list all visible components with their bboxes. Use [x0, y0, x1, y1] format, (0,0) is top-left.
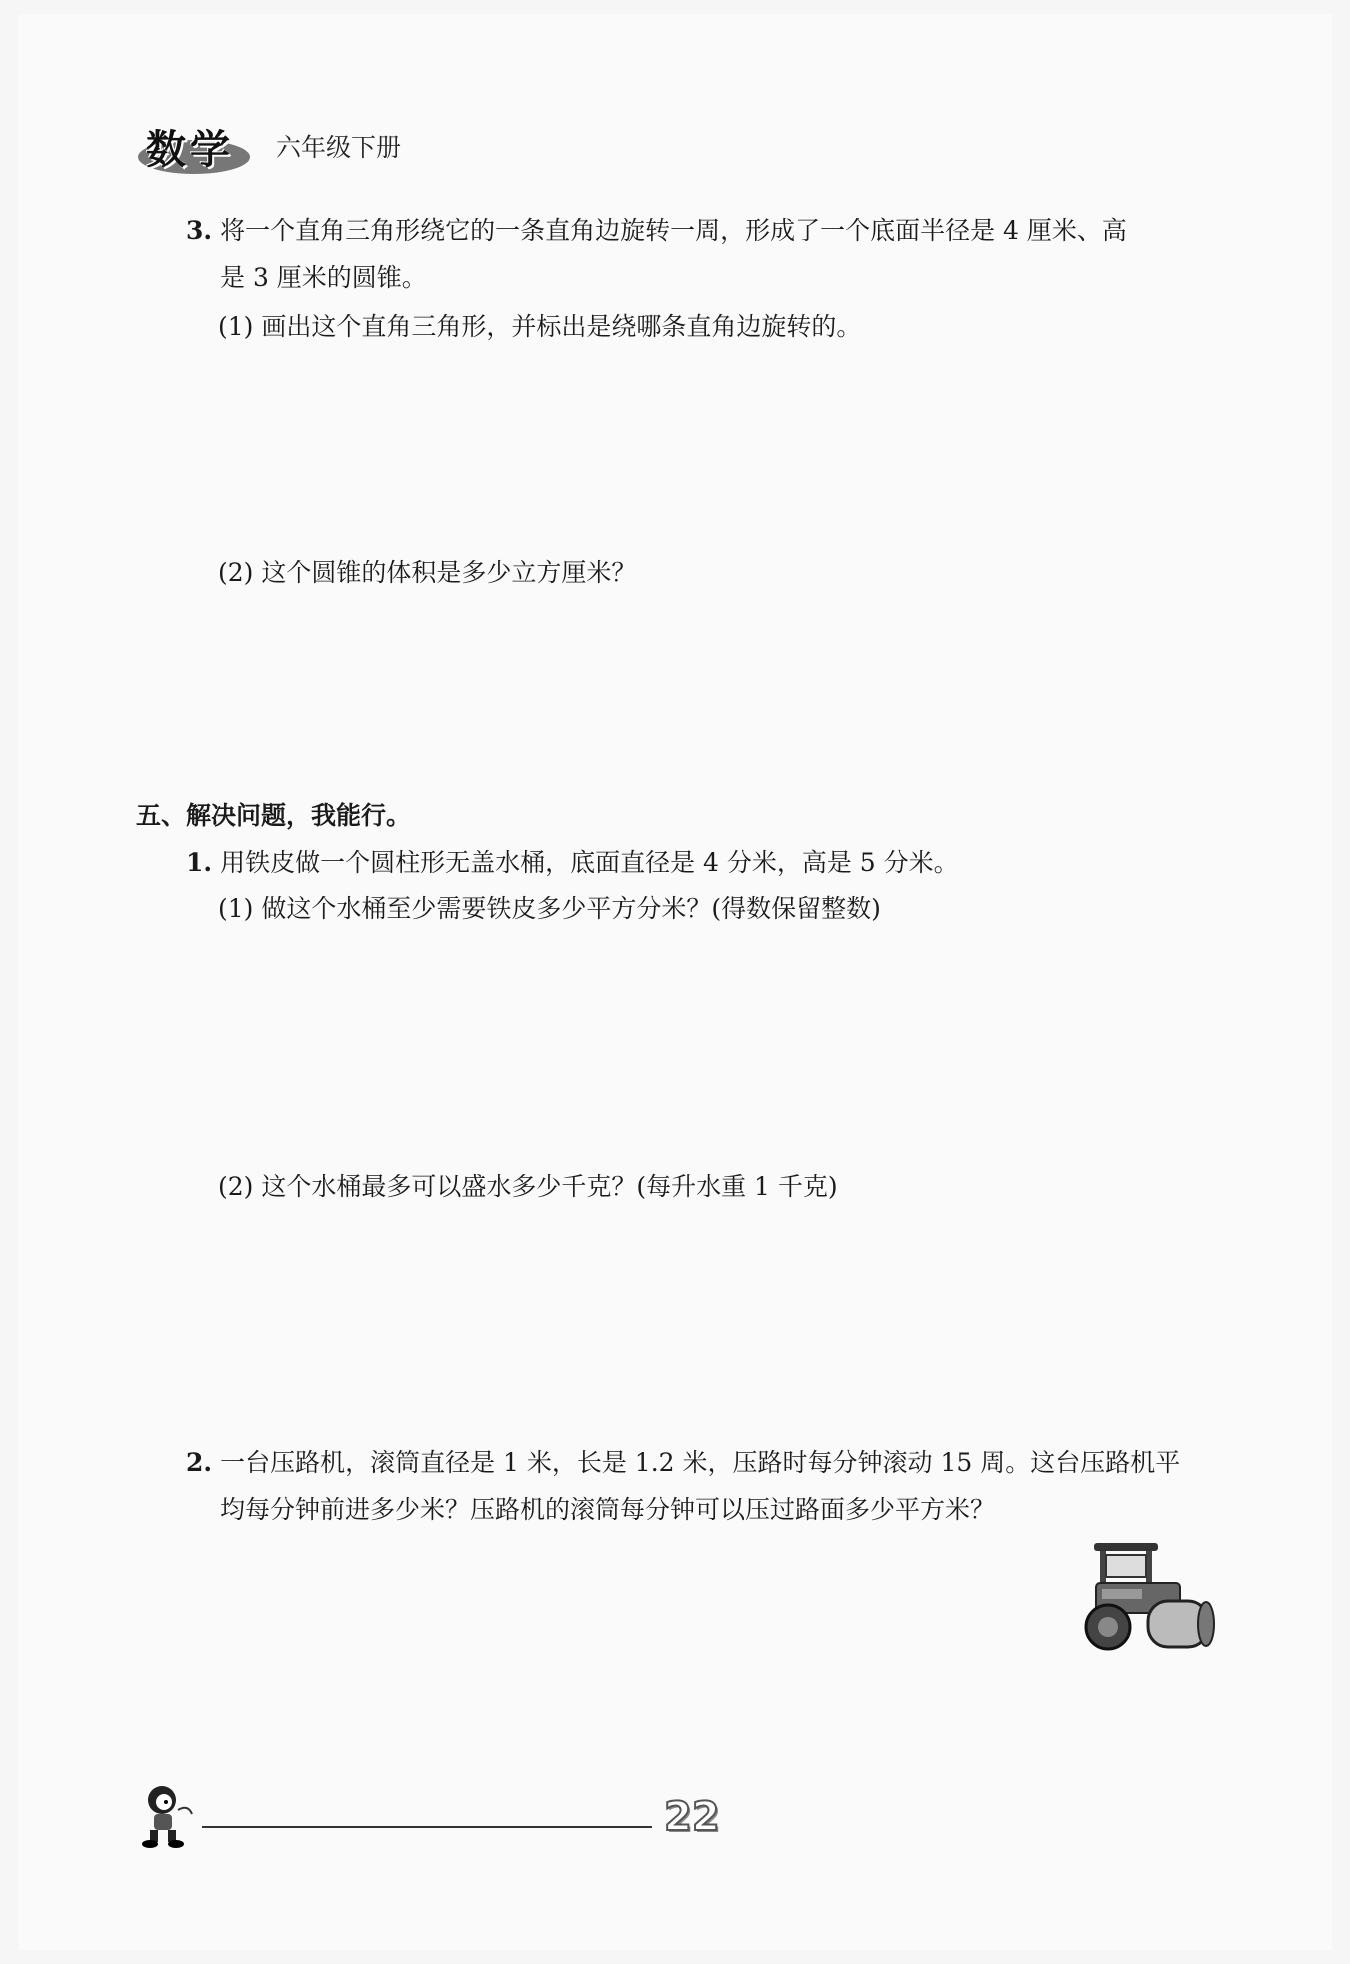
p1-sub1: (1) 做这个水桶至少需要铁皮多少平方分米？(得数保留整数)	[218, 894, 881, 923]
p2-text-line1: 一台压路机，滚筒直径是 1 米，长是 1.2 米，压路时每分钟滚动 15 周。这台压路机平	[220, 1448, 1181, 1477]
section-title: 五、解决问题，我能行。	[136, 801, 412, 830]
p1-number: 1.	[186, 848, 213, 877]
p1-text: 用铁皮做一个圆柱形无盖水桶，底面直径是 4 分米，高是 5 分米。	[220, 848, 959, 877]
p2-text-line2: 均每分钟前进多少米？压路机的滚筒每分钟可以压过路面多少平方米？	[220, 1495, 996, 1524]
footer-rule	[202, 1826, 652, 1828]
p2-number: 2.	[186, 1448, 213, 1477]
q3-text-line2: 是 3 厘米的圆锥。	[220, 263, 427, 292]
subject-badge	[138, 118, 250, 174]
page-number: 22	[664, 1794, 720, 1840]
worksheet-page	[18, 14, 1332, 1950]
p1-sub2: (2) 这个水桶最多可以盛水多少千克？(每升水重 1 千克)	[218, 1172, 838, 1201]
page-footer	[130, 1780, 730, 1850]
p1-line	[186, 846, 959, 880]
grade-label: 六年级下册	[276, 133, 402, 162]
mascot-icon	[130, 1780, 200, 1850]
q3-sub2: (2) 这个圆锥的体积是多少立方厘米？	[218, 558, 637, 587]
subject-title: 数学	[146, 127, 234, 173]
q3-sub1: (1) 画出这个直角三角形，并标出是绕哪条直角边旋转的。	[218, 312, 862, 341]
q3-text-line1: 将一个直角三角形绕它的一条直角边旋转一周，形成了一个底面半径是 4 厘米、高	[220, 216, 1127, 245]
q3-number: 3.	[186, 216, 213, 245]
page-header	[138, 118, 401, 174]
p2-line1	[186, 1446, 1180, 1480]
q3-line1	[186, 214, 1127, 248]
road-roller-illustration	[1078, 1535, 1218, 1653]
